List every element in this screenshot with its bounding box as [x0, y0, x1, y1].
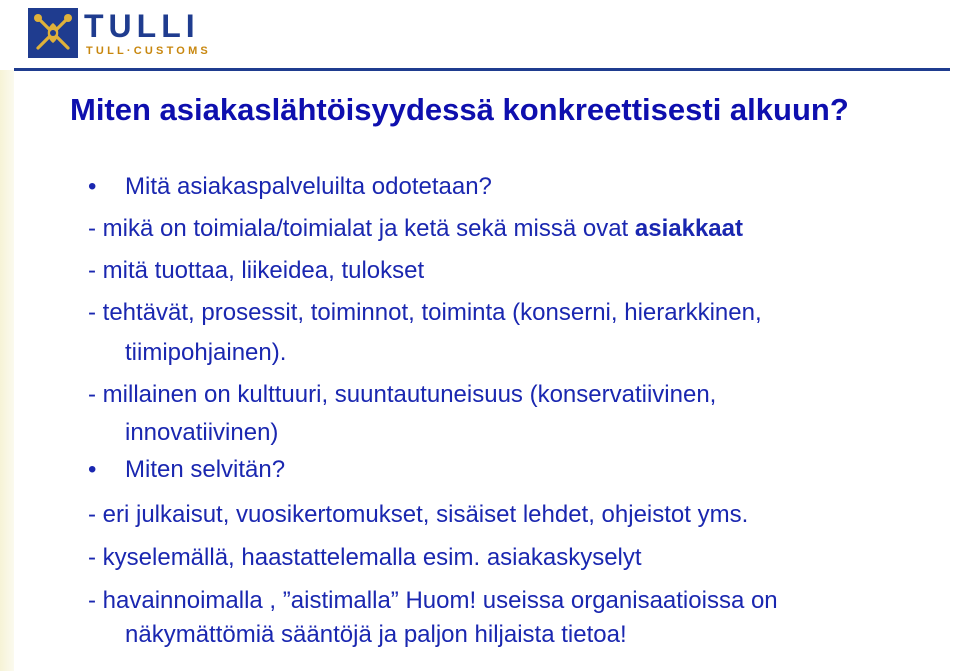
text-line: - kyselemällä, haastattelemalla esim. asiakaskyselyt	[88, 544, 642, 571]
customs-emblem-icon	[28, 8, 78, 58]
brand-subtitle: TULL·CUSTOMS	[86, 45, 211, 57]
text-line	[88, 214, 743, 244]
slide-title: Miten asiakaslähtöisyydessä konkreettisesti alkuun?	[70, 92, 849, 127]
text-line-continued: näkymättömiä sääntöjä ja paljon hiljaista tietoa!	[125, 621, 627, 648]
text-line-continued: tiimipohjainen).	[125, 339, 287, 366]
emphasis-text: asiakkaat	[634, 215, 743, 242]
bullet-dot: •	[88, 456, 97, 483]
text-segment: - mikä on toimiala/toimialat ja ketä sekä missä ovat	[88, 215, 635, 242]
header-divider	[14, 68, 950, 71]
left-decor-band	[0, 70, 14, 671]
bullet-dot: •	[88, 173, 97, 200]
text-line: - havainnoimalla , ”aistimalla” Huom! useissa organisaatioissa on	[88, 587, 778, 614]
text-line: - tehtävät, prosessit, toiminnot, toiminta (konserni, hierarkkinen,	[88, 299, 762, 326]
bullet-item: Miten selvitän?	[125, 456, 286, 483]
text-line: - millainen on kulttuuri, suuntautuneisuus (konservatiivinen,	[88, 381, 717, 408]
text-line: - eri julkaisut, vuosikertomukset, sisäiset lehdet, ohjeistot yms.	[88, 501, 749, 528]
brand-name: TULLI	[84, 8, 200, 44]
header	[0, 0, 960, 72]
bullet-item: Mitä asiakaspalveluilta odotetaan?	[125, 173, 492, 200]
text-line: - mitä tuottaa, liikeidea, tulokset	[88, 257, 425, 284]
text-line-continued: innovatiivinen)	[125, 419, 279, 446]
